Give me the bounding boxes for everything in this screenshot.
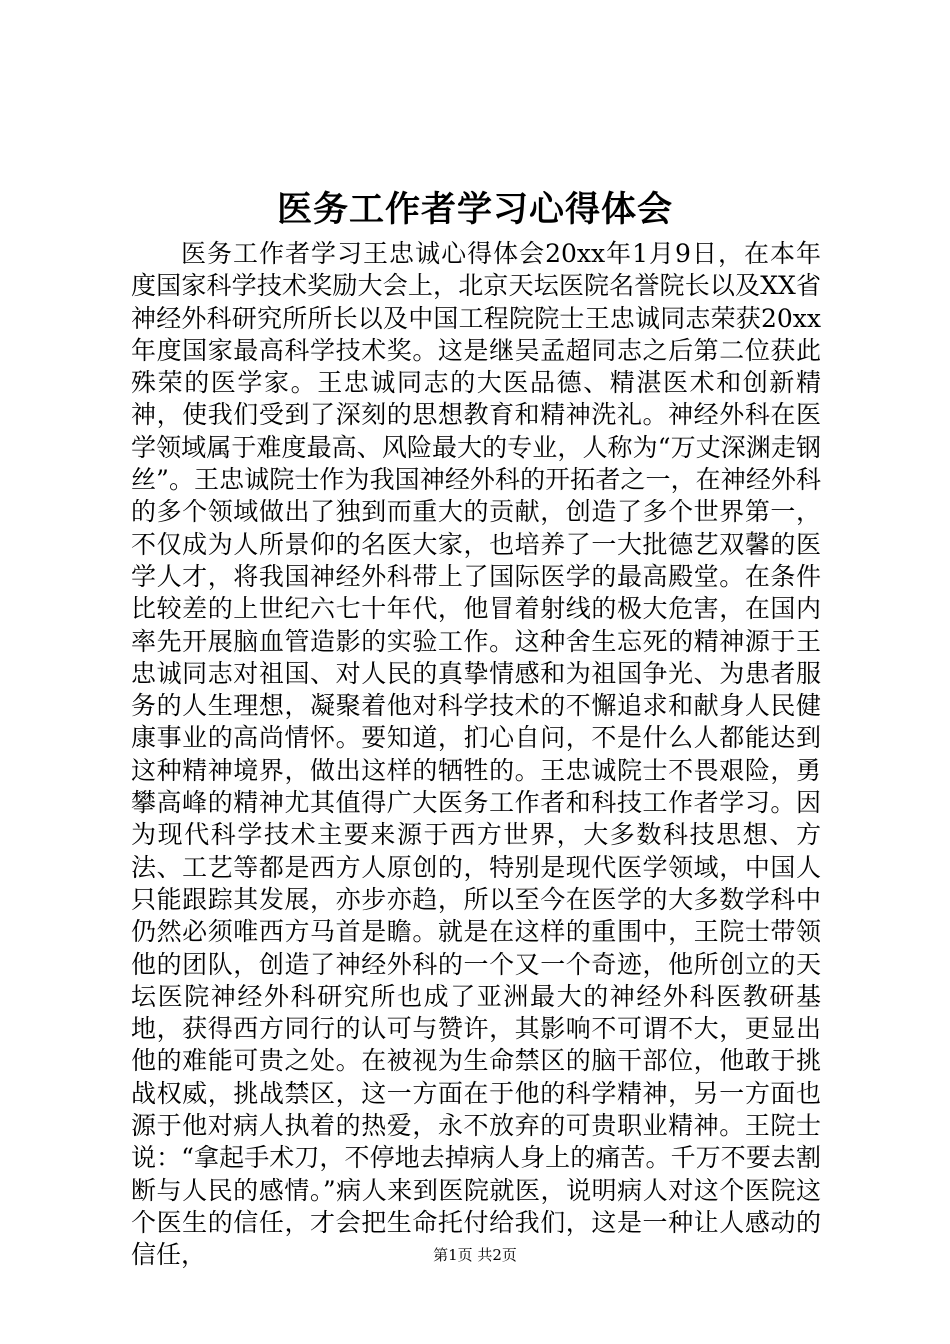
document-body-paragraph: 医务工作者学习王忠诚心得体会20xx年1月9日，在本年度国家科学技术奖励大会上，北京天坛医院名誉院长以及XX省神经外科研究所所长以及中国工程院院士王忠诚同志荣获20xx年度国家最高科学技术奖。这是继吴孟超同志之后第二位获此殊荣的医学家。王忠诚同志的大医品德、精湛医术和创新精神，使我们受到了深刻的思想教育和精神洗礼。神经外科在医学领域属于难度最高、风险最大的专业，人称为“万丈深渊走钢丝”。王忠诚院士作为我国神经外科的开拓者之一，在神经外科的多个领域做出了独到而重大的贡献，创造了多个世界第一，不仅成为人所景仰的名医大家，也培养了一大批德艺双馨的医学人才，将我国神经外科带上了国际医学的最高殿堂。在条件比较差的上世纪六七十年代，他冒着射线的极大危害，在国内率先开展脑血管造影的实验工作。这种舍生忘死的精神源于王忠诚同志对祖国、对人民的真挚情感和为祖国争光、为患者服务的人生理想，凝聚着他对科学技术的不懈追求和献身人民健康事业的高尚情怀。要知道，扪心自问，不是什么人都能达到这种精神境界，做出这样的牺牲的。王忠诚院士不畏艰险，勇攀高峰的精神尤其值得广大医务工作者和科技工作者学习。因为现代科学技术主要来源于西方世界，大多数科技思想、方法、工艺等都是西方人原创的，特别是现代医学领域，中国人只能跟踪其发展，亦步亦趋，所以至今在医学的大多数学科中仍然必须唯西方马首是瞻。就是在这样的重围中，王院士带领他的团队，创造了神经外科的一个又一个奇迹，他所创立的天坛医院神经外科研究所也成了亚洲最大的神经外科医教研基地，获得西方同行的认可与赞许，其影响不可谓不大，更显出他的难能可贵之处。在被视为生命禁区的脑干部位，他敢于挑战权威，挑战禁区，这一方面在于他的科学精神，另一方面也源于他对病人执着的热爱，永不放弃的可贵职业精神。王院士说：“拿起手术刀，不停地去掉病人身上的痛苦。千万不要去割断与人民的感情。”病人来到医院就医，说明病人对这个医院这个医生的信任，才会把生命托付给我们，这是一种让人感动的信任， [131,239,821,1270]
document-title: 医务工作者学习心得体会 [276,189,673,230]
page-number-footer: 第1页 共2页 [433,1246,517,1264]
